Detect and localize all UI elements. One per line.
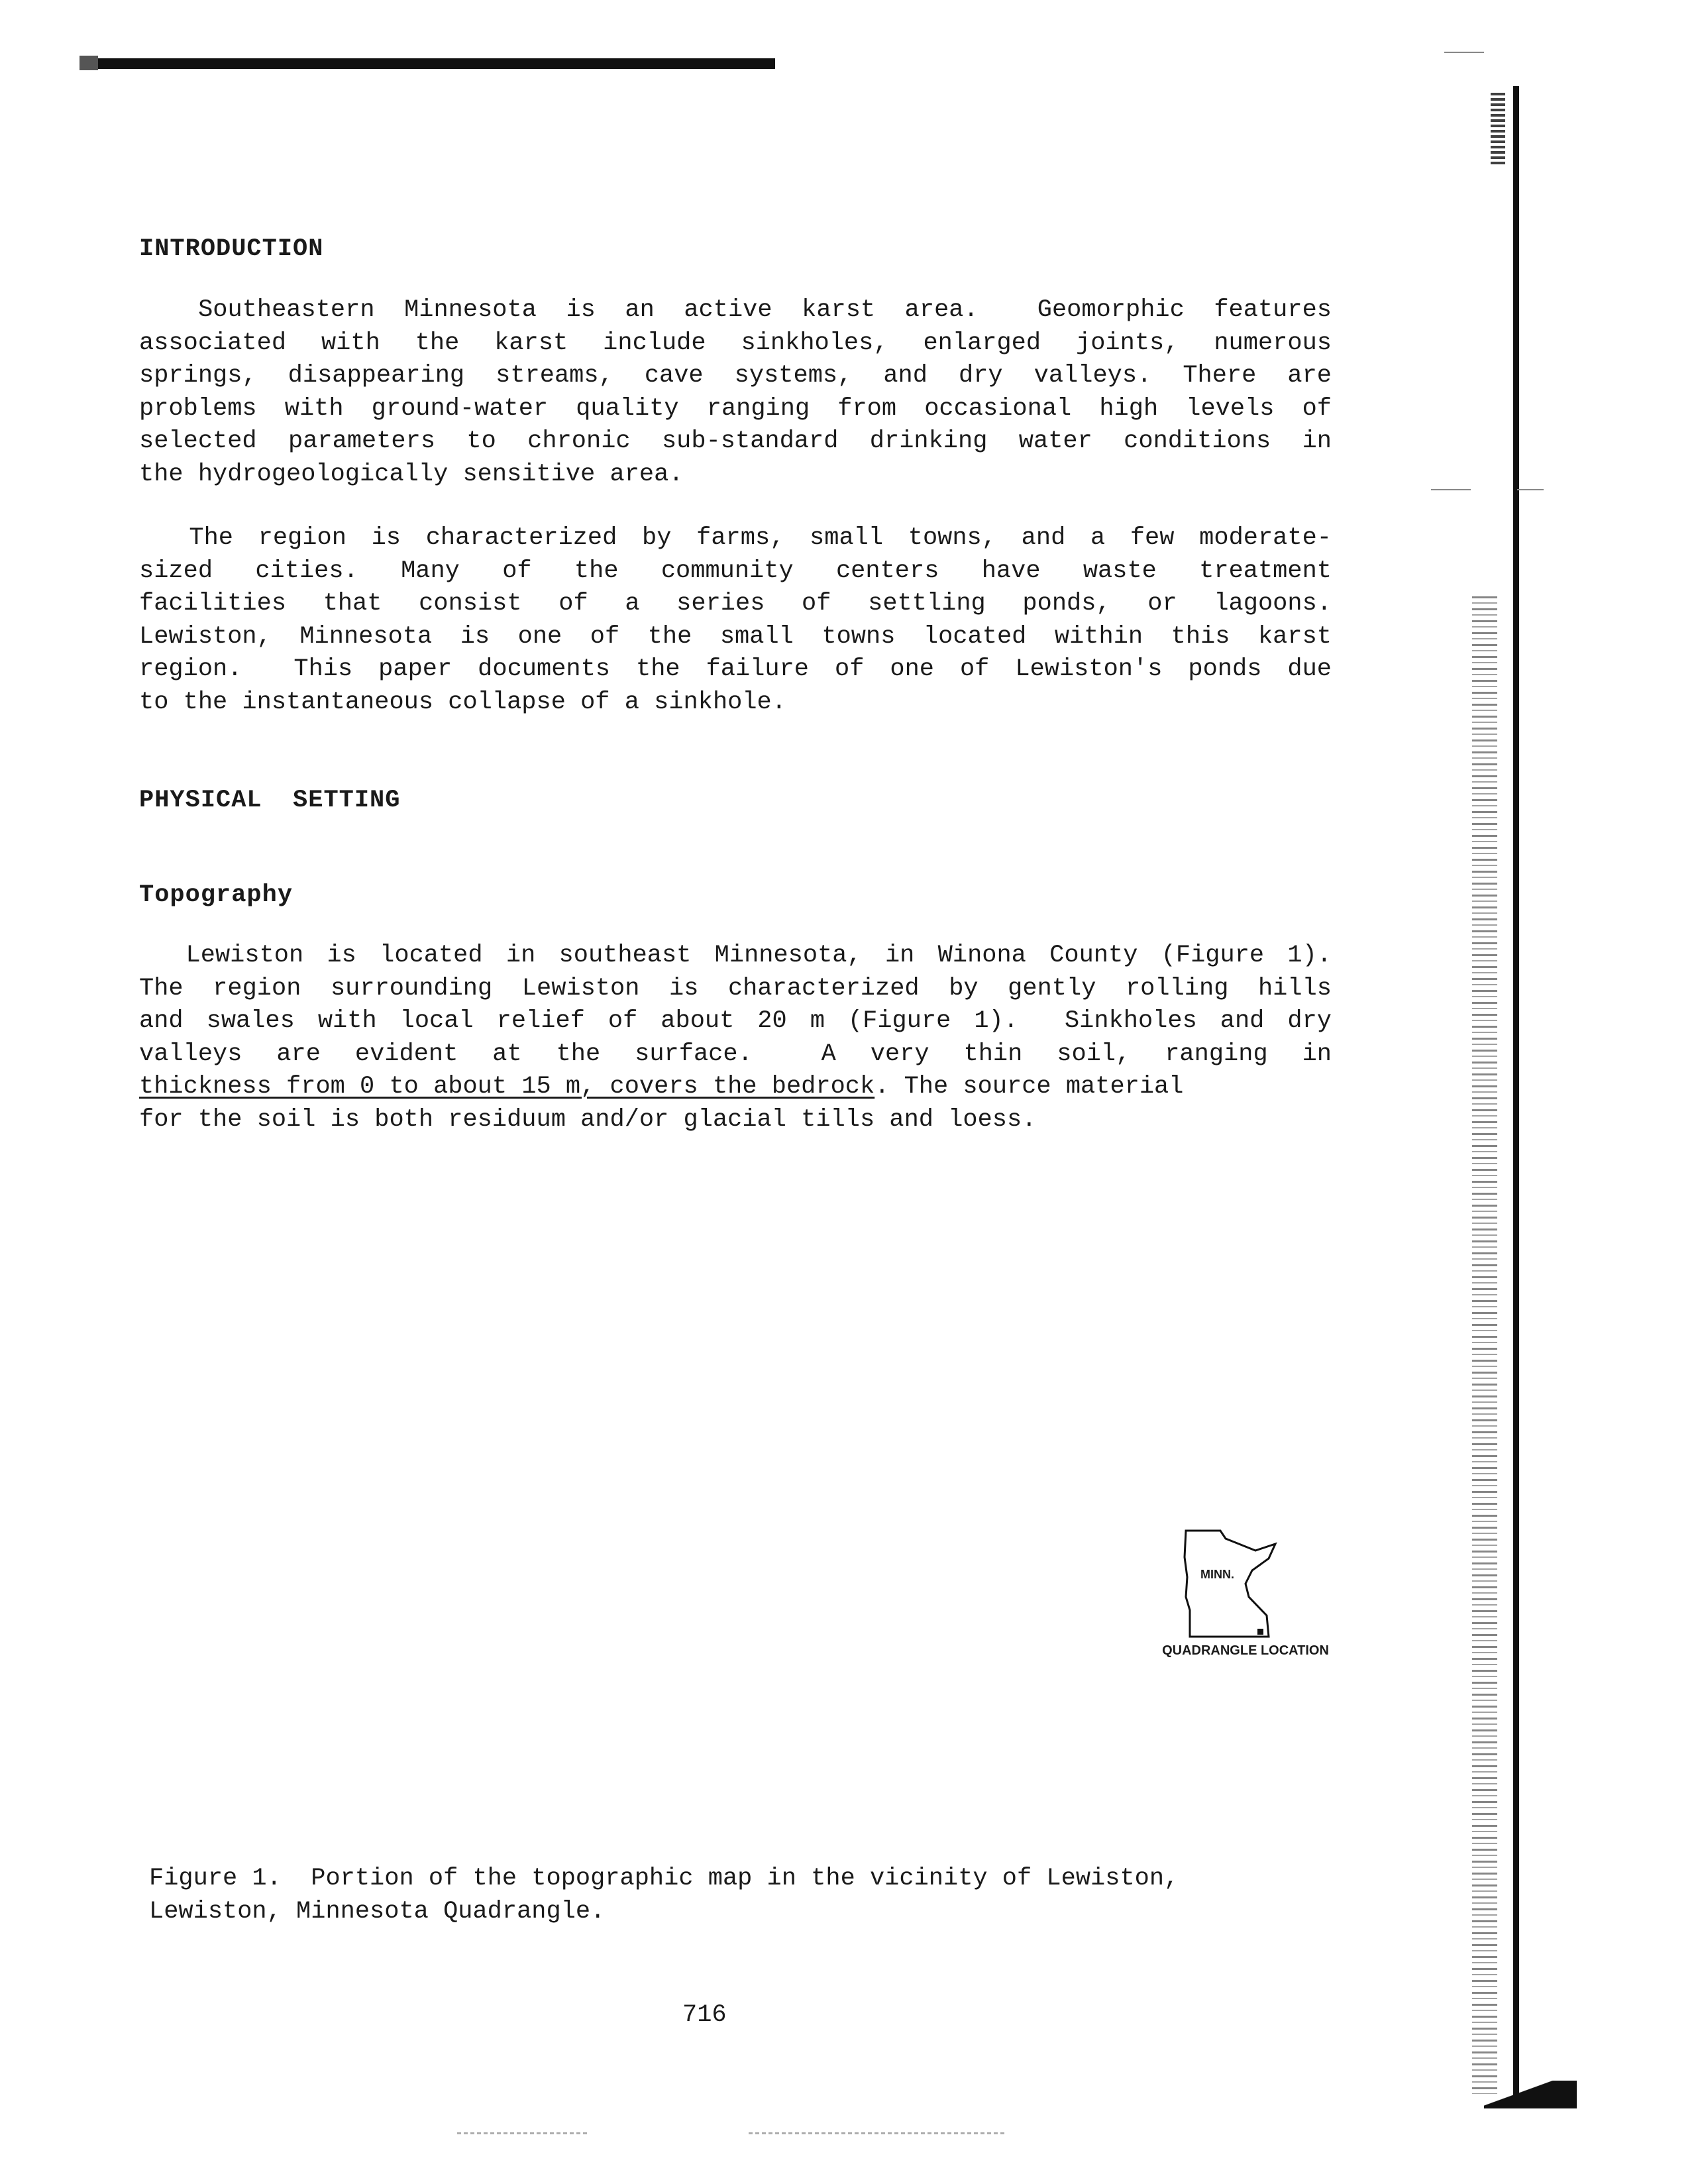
text-line: Southeastern Minnesota is an active karst area. Geomorphic features xyxy=(139,296,1332,324)
text-line: facilities that consist of a series of settling ponds, or lagoons. xyxy=(139,590,1332,618)
page-number: 716 xyxy=(682,2001,727,2029)
text-line: The region surrounding Lewiston is characterized by gently rolling hills xyxy=(139,974,1332,1003)
text-line: The region is characterized by farms, small towns, and a few moderate- xyxy=(139,524,1332,552)
text-line: springs, disappearing streams, cave systems, and dry valleys. There are xyxy=(139,362,1332,390)
inset-caption: QUADRANGLE LOCATION xyxy=(1162,1643,1329,1658)
text-line: for the soil is both residuum and/or glacial tills and loess. xyxy=(139,1105,1037,1134)
scan-right-foot xyxy=(1484,2081,1577,2108)
physical-setting-heading: PHYSICAL SETTING xyxy=(139,787,401,814)
scan-dash xyxy=(1517,489,1544,490)
scan-right-mark xyxy=(1491,93,1505,166)
text-line: and swales with local relief of about 20 m (Figure 1). Sinkholes and dry xyxy=(139,1007,1332,1035)
text-line: region. This paper documents the failure of one of Lewiston's ponds due xyxy=(139,655,1332,683)
text-line: associated with the karst include sinkholes, enlarged joints, numerous xyxy=(139,329,1332,357)
introduction-heading: INTRODUCTION xyxy=(139,235,324,263)
scan-top-bar xyxy=(80,58,775,69)
state-label: MINN. xyxy=(1200,1568,1234,1581)
text-line: problems with ground-water quality ranging from occasional high levels of xyxy=(139,394,1332,423)
text-line: sized cities. Many of the community centers have waste treatment xyxy=(139,557,1332,585)
scan-right-edge xyxy=(1513,86,1519,2107)
text-line: Lewiston, Minnesota is one of the small towns located within this karst xyxy=(139,622,1332,651)
text-line: Lewiston is located in southeast Minnesota, in Winona County (Figure 1). xyxy=(139,942,1332,969)
text-line xyxy=(139,1071,1332,1104)
text-line: the hydrogeologically sensitive area. xyxy=(139,460,684,488)
figure-caption xyxy=(149,1862,1179,1928)
minnesota-outline-icon xyxy=(1146,1517,1345,1650)
text-line: to the instantaneous collapse of a sinkhole. xyxy=(139,688,786,716)
scan-bottom-line xyxy=(749,2132,1007,2134)
scan-right-noise xyxy=(1472,596,1497,2094)
text-line: selected parameters to chronic sub-standard drinking water conditions in xyxy=(139,427,1332,455)
underlined-text: thickness from 0 to about 15 m, covers the bedrock xyxy=(139,1073,875,1101)
quadrangle-location-inset xyxy=(1146,1517,1345,1683)
scan-bottom-line xyxy=(457,2132,590,2134)
introduction-paragraph-2 xyxy=(139,522,1332,719)
caption-line: Lewiston, Minnesota Quadrangle. xyxy=(149,1898,606,1926)
caption-line: Figure 1. Portion of the topographic map in the vicinity of Lewiston, xyxy=(149,1865,1179,1892)
topography-subheading: Topography xyxy=(139,881,293,909)
introduction-paragraph-1 xyxy=(139,294,1332,491)
text-fragment: . The source material xyxy=(874,1073,1184,1101)
text-line: valleys are evident at the surface. A very thin soil, ranging in xyxy=(139,1040,1332,1068)
scan-dash xyxy=(1431,489,1471,490)
scan-top-tab xyxy=(80,56,98,70)
scan-dash xyxy=(1444,52,1484,53)
topography-paragraph xyxy=(139,940,1332,1136)
